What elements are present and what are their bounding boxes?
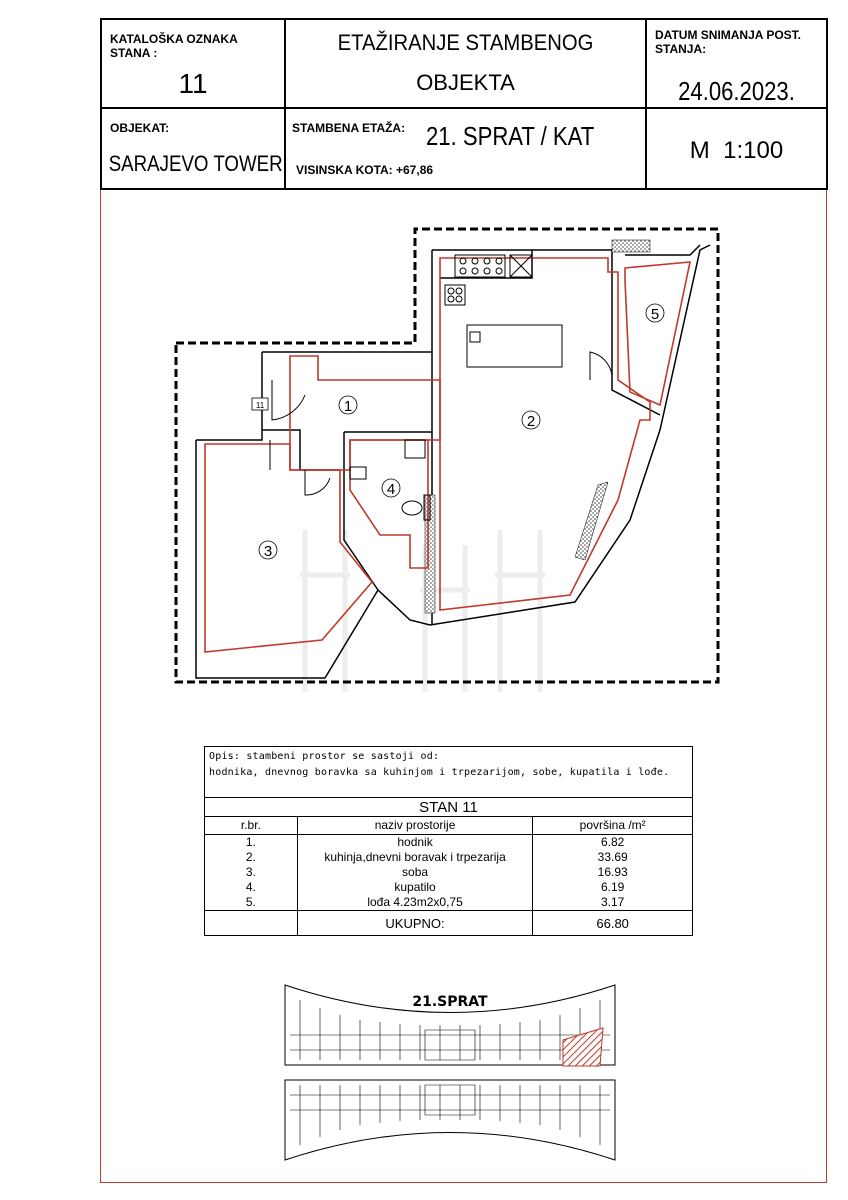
room-area: 6.19 [533,880,693,895]
room-name: kuhinja,dnevni boravak i trpezarija [297,850,533,865]
floor-cell [284,107,647,190]
walls [196,245,710,678]
column-header: površina /m² [533,817,693,835]
key-plan [270,980,630,1165]
total-label: UKUPNO: [297,911,533,936]
catalog-cell [100,18,286,109]
hatched-wall [612,240,650,252]
height-value: +67,86 [396,163,434,177]
door-tag: 11 [255,401,265,410]
room-number-2: 2 [526,413,536,430]
doors [270,352,612,495]
date-value: 24.06.2023. [678,76,795,106]
room-area: 6.82 [533,835,693,851]
unit-outline [205,258,690,652]
scale-value: M 1:100 [689,137,784,164]
date-cell [645,18,828,109]
room-area: 33.69 [533,850,693,865]
catalog-label: KATALOŠKA OZNAKA STANA : [110,32,238,60]
key-plan-detail [290,1000,610,1145]
room-number-4: 4 [386,481,396,498]
catalog-value: 11 [178,68,208,99]
document-title-line1: ETAŽIRANJE STAMBENOG [337,30,594,55]
room-number-5: 5 [650,306,660,323]
room-number-3: 3 [263,543,273,560]
room-name: lođa 4.23m2x0,75 [297,895,533,911]
table-header [205,817,693,835]
date-label: DATUM SNIMANJA POST. STANJA: [655,28,802,56]
description-line1: Opis: stambeni prostor se sastoji od: [209,751,440,762]
watermark [300,530,545,692]
room-area: 3.17 [533,895,693,911]
key-plan-title: 21.SPRAT [412,994,488,1010]
description-line2: hodnika, dnevnog boravka sa kuhinjom i trpezarijom, sobe, kupatila i lođe. [209,767,670,778]
description-box [204,746,693,798]
room-name: hodnik [297,835,533,851]
room-number-1: 1 [343,398,353,415]
table-row [205,865,693,880]
row-number: 1. [205,835,298,851]
unit-location-marker [563,1028,603,1066]
floor-value: 21. SPRAT / KAT [426,121,595,151]
room-name: kupatilo [297,880,533,895]
floor-plan [170,222,730,692]
table-row [205,895,693,911]
column-header: r.br. [205,817,298,835]
object-cell [100,107,286,190]
table-row [205,835,693,851]
key-plan-outline [285,985,615,1160]
room-name: soba [297,865,533,880]
hatched-facade [575,482,608,560]
object-label: OBJEKAT: [110,121,170,135]
room-markers [259,304,664,560]
total-row [205,911,693,936]
room-area: 16.93 [533,865,693,880]
row-number: 4. [205,880,298,895]
row-number: 3. [205,865,298,880]
height-label: VISINSKA KOTA: [296,163,393,177]
column-header: naziv prostorije [297,817,533,835]
table-row [205,880,693,895]
plan-boundary [176,229,718,682]
row-number: 2. [205,850,298,865]
floor-label: STAMBENA ETAŽA: [292,121,406,135]
area-table [204,816,693,936]
kitchen [445,255,562,367]
unit-title: STAN 11 [204,797,693,817]
object-value: SARAJEVO TOWER [108,151,283,176]
scale-cell [645,107,828,190]
total-spacer [205,911,298,936]
title-cell [284,18,647,109]
row-number: 5. [205,895,298,911]
document-title-line2: OBJEKTA [416,70,515,95]
table-row [205,850,693,865]
total-value: 66.80 [533,911,693,936]
